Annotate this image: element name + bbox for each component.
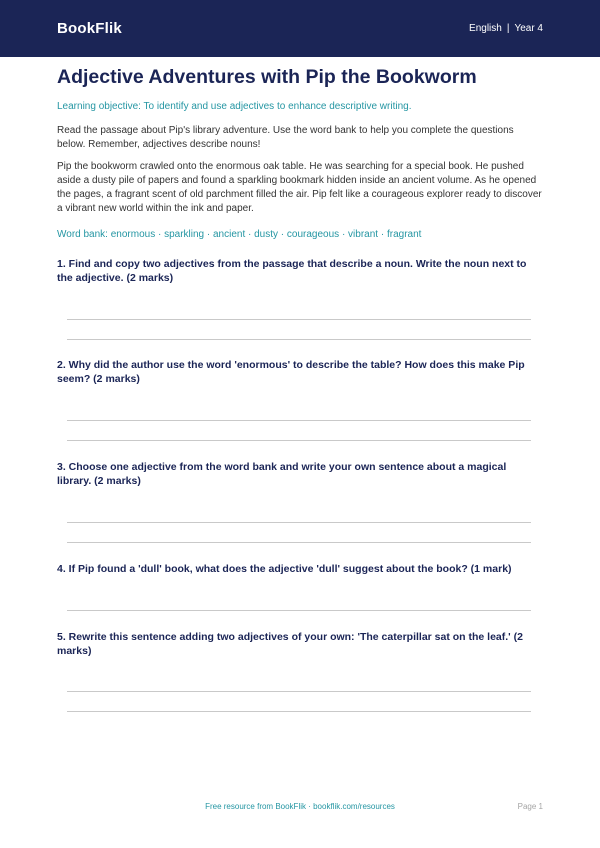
- page-number: Page 1: [517, 802, 543, 811]
- answer-line[interactable]: [67, 522, 531, 523]
- instructions: Read the passage about Pip's library adventure. Use the word bank to help you complete the questions below. Remember, adjectives describe nouns!: [57, 125, 514, 150]
- footer-link[interactable]: Free resource from BookFlik · bookflik.com/resources: [205, 802, 395, 811]
- question-text: 5. Rewrite this sentence adding two adjectives of your own: 'The caterpillar sat on the leaf.' (2 marks): [57, 631, 523, 657]
- answer-line[interactable]: [67, 440, 531, 441]
- question-3: [57, 460, 543, 550]
- answer-line[interactable]: [67, 542, 531, 543]
- question-text: 3. Choose one adjective from the word bank and write your own sentence about a magical library. (2 marks): [57, 461, 507, 487]
- reading-passage: Pip the bookworm crawled onto the enormous oak table. He was searching for a special book. He pushed aside a dusty pile of papers and found a sparkling bookmark hidden inside an ancient volume. As he opened the pages, a fragrant scent of old parchment filled the air. Pip felt like a courageous explorer ready to discover a vibrant new world within the ink and paper.: [57, 161, 542, 214]
- answer-line[interactable]: [67, 610, 531, 611]
- question-text: 2. Why did the author use the word 'enormous' to describe the table? How does this make Pip seem? (2 marks): [57, 359, 525, 385]
- site-header: [0, 0, 600, 57]
- question-4: [57, 562, 543, 622]
- answer-line[interactable]: [67, 319, 531, 320]
- question-text: 4. If Pip found a 'dull' book, what does the adjective 'dull' suggest about the book? (1 mark): [57, 563, 512, 575]
- worksheet-intro: [57, 64, 543, 242]
- year-label: Year 4: [514, 23, 543, 34]
- brand-logo[interactable]: BookFlik: [57, 20, 122, 37]
- answer-line[interactable]: [67, 420, 531, 421]
- answer-line[interactable]: [67, 711, 531, 712]
- answer-line[interactable]: [67, 691, 531, 692]
- page-title: Adjective Adventures with Pip the Bookworm: [57, 66, 477, 88]
- question-5: [57, 630, 543, 720]
- meta-separator: |: [506, 23, 510, 34]
- question-text: 1. Find and copy two adjectives from the passage that describe a noun. Write the noun next to the adjective. (2 marks): [57, 258, 527, 284]
- learning-objective: Learning objective: To identify and use adjectives to enhance descriptive writing.: [57, 101, 412, 112]
- question-2: [57, 358, 543, 448]
- answer-line[interactable]: [67, 339, 531, 340]
- subject-year: [469, 23, 543, 34]
- question-1: [57, 257, 543, 347]
- word-bank: Word bank: enormous · sparkling · ancient · dusty · courageous · vibrant · fragrant: [57, 229, 422, 240]
- subject-label: English: [469, 23, 502, 34]
